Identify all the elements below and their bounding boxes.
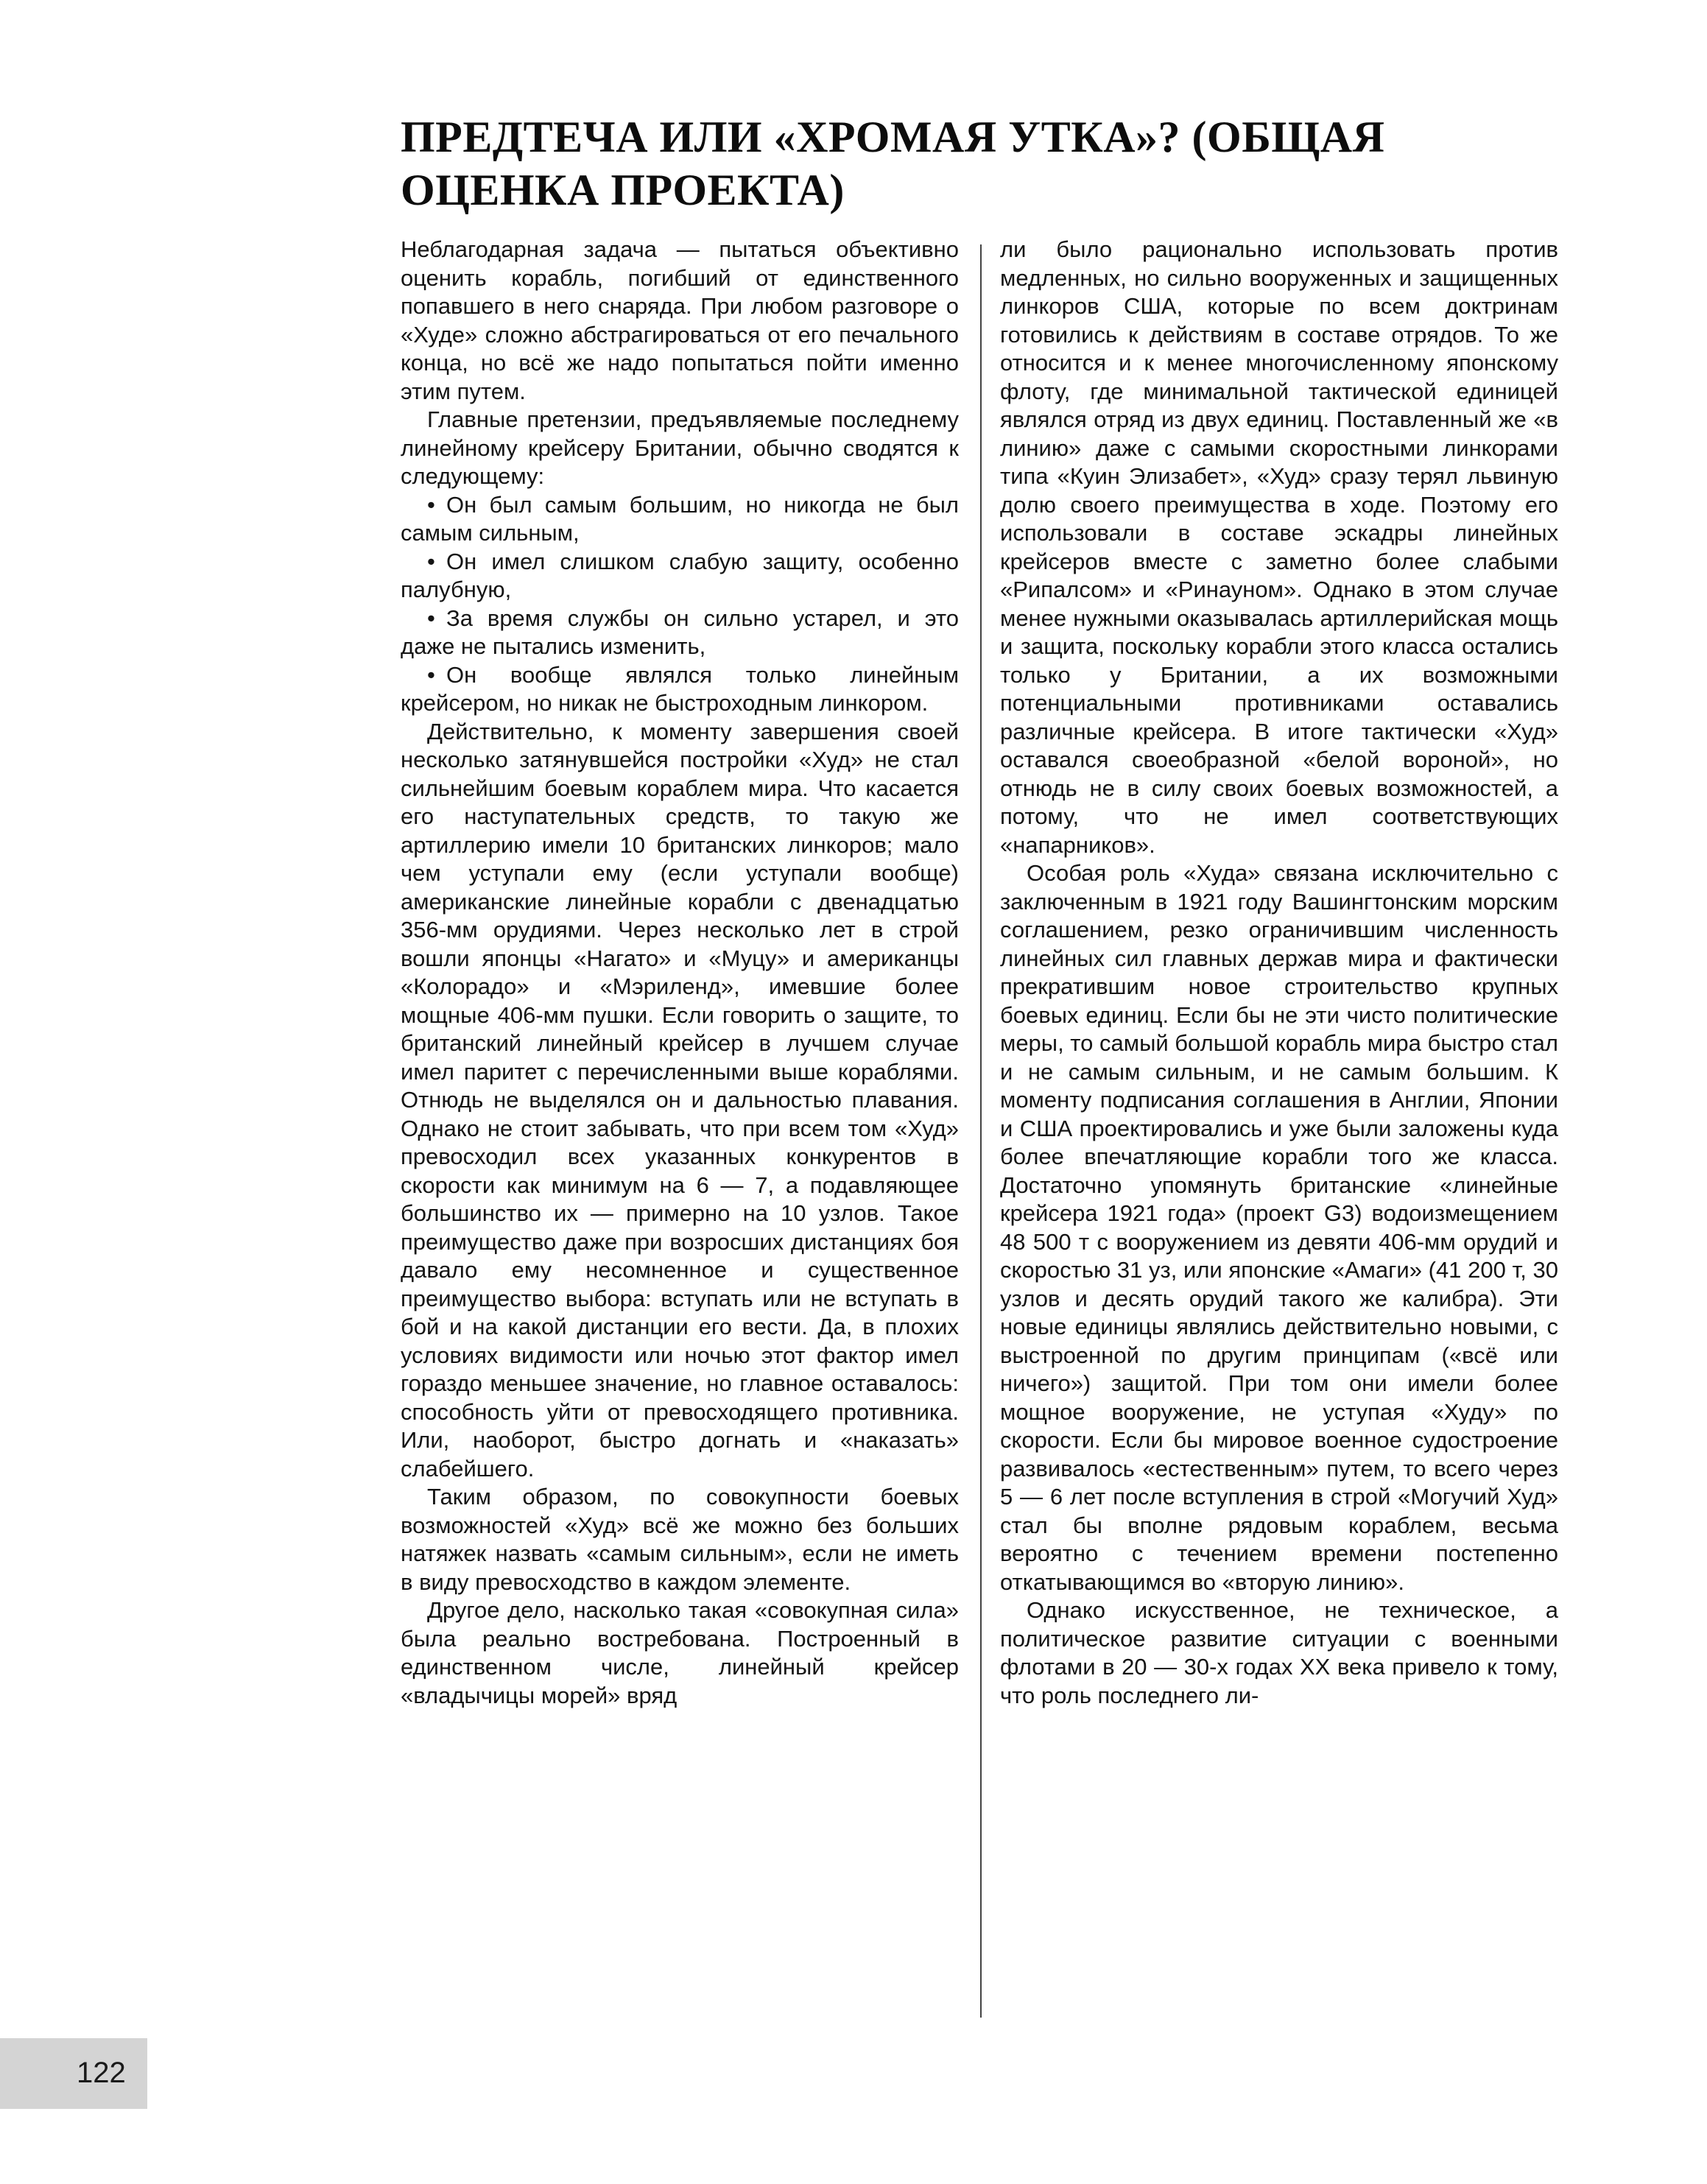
list-item-text: Он был самым большим, но никогда не был самым сильным, — [401, 491, 959, 546]
paragraph: Особая роль «Худа» связана исключительно с заключенным в 1921 году Вашингтонским морским соглашением, резко ограничившим численность линейных сил главных держав мира и фактически прекратившим новое строительство крупных боевых единиц. Если бы не эти чисто политические меры, то самый большой корабль мира быстро стал и не самым сильным, и не самым большим. К моменту подписания соглашения в Англии, Японии и США проектировались и уже были заложены куда более впечатляющие корабли того же класса. Достаточно упомянуть британские «линейные крейсера 1921 года» (проект G3) водоизмещением 48 500 т с вооружением из девяти 406-мм орудий и скоростью 31 уз, или японские «Амаги» (41 200 т, 30 узлов и десять орудий такого же калибра). Эти новые единицы являлись действительно новыми, с выстроенной по другим принципам («всё или ничего») защитой. При том они имели более мощное вооружение, не уступая «Худу» по скорости. Если бы мировое военное судостроение развивалось «естественным» путем, то всего через 5 — 6 лет после вступления в строй «Могучий Худ» стал бы вполне рядовым кораблем, весьма вероятно с течением времени постепенно откатывающимся во «вторую линию». — [1000, 860, 1558, 1595]
paragraph: Другое дело, насколько такая «совокупная сила» была реально востребована. Построенный в единственном числе, линейный крейсер «владычицы морей» вряд — [401, 1597, 959, 1708]
page-number: 122 — [77, 2057, 126, 2089]
paragraph: Главные претензии, предъявляемые последнему линейному крейсеру Британии, обычно сводятся к следующему: — [401, 406, 959, 489]
list-item-text: За время службы он сильно устарел, и это даже не пытались изменить, — [401, 605, 959, 659]
list-item — [401, 491, 959, 548]
list-item — [401, 605, 959, 661]
list-item-text: Он имел слишком слабую защиту, особенно палубную, — [401, 548, 959, 602]
column-divider — [980, 244, 982, 2018]
paragraph: Действительно, к моменту завершения своей несколько затянувшейся постройки «Худ» не стал сильнейшим боевым кораблем мира. Что касается его наступательных средств, то такую же артиллерию имели 10 британских линкоров; мало чем уступали ему (если уступали вообще) американские линейные корабли с двенадцатью 356-мм орудиями. Через несколько лет в строй вошли японцы «Нагато» и «Муцу» и американцы «Колорадо» и «Мэриленд», имевшие более мощные 406-мм пушки. Если говорить о защите, то британский линейный крейсер в лучшем случае имел паритет с перечисленными выше кораблями. Отнюдь не выделялся он и дальностью плавания. Однако не стоит забывать, что при всем том «Худ» превосходил всех указанных конкурентов в скорости как минимум на 6 — 7, а подавляющее большинство их — примерно на 10 узлов. Такое преимущество даже при возросших дистанциях боя давало ему несомненное и существенное преимущество выбора: вступать или не вступать в бой и на какой дистанции его вести. Да, в плохих условиях видимости или ночью этот фактор имел гораздо меньшее значение, но главное оставалось: способность уйти от превосходящего противника. Или, наоборот, быстро догнать и «наказать» слабейшего. — [401, 718, 959, 1482]
right-column — [1000, 236, 1558, 1710]
article-title: ПРЕДТЕЧА ИЛИ «ХРОМАЯ УТКА»? (ОБЩАЯ ОЦЕНКА ПРОЕКТА) — [401, 113, 1385, 214]
paragraph: Неблагодарная задача — пытаться объективно оценить корабль, погибший от единственного попавшего в него снаряда. При любом разговоре о «Худе» сложно абстрагироваться от его печального конца, но всё же надо попытаться пойти именно этим путем. — [401, 236, 959, 404]
bullet-icon: • — [427, 661, 435, 688]
list-item — [401, 661, 959, 718]
left-column — [401, 236, 959, 1710]
bullet-icon: • — [427, 491, 435, 518]
list-item-text: Он вообще являлся только линейным крейсером, но никак не быстроходным линкором. — [401, 661, 959, 716]
paragraph: ли было рационально использовать против медленных, но сильно вооруженных и защищенных линкоров США, которые по всем доктринам готовились к действиям в составе отрядов. То же относится и к менее многочисленному японскому флоту, где минимальной тактической единицей являлся отряд из двух единиц. Поставленный же «в линию» даже с самыми скоростными линкорами типа «Куин Элизабет», «Худ» сразу терял львиную долю своего преимущества в ходе. Поэтому его использовали в составе эскадры линейных крейсеров вместе с заметно более слабыми «Рипалсом» и «Ринауном». Однако в этом случае менее нужными оказывалась артиллерийская мощь и защита, поскольку корабли этого класса остались только у Британии, а их возможными потенциальными противниками оставались различные крейсера. В итоге тактически «Худ» оставался своеобразной «белой вороной», но отнюдь не в силу своих боевых возможностей, а потому, что не имел соответствующих «напарников». — [1000, 236, 1558, 858]
bullet-icon: • — [427, 548, 435, 574]
bullet-icon: • — [427, 605, 435, 631]
list-item — [401, 548, 959, 605]
paragraph: Таким образом, по совокупности боевых возможностей «Худ» всё же можно без больших натяжек назвать «самым сильным», если не иметь в виду превосходство в каждом элементе. — [401, 1484, 959, 1595]
paragraph: Однако искусственное, не техническое, а политическое развитие ситуации с военными флотами в 20 — 30-х годах XX века привело к тому, что роль последнего ли- — [1000, 1597, 1558, 1708]
